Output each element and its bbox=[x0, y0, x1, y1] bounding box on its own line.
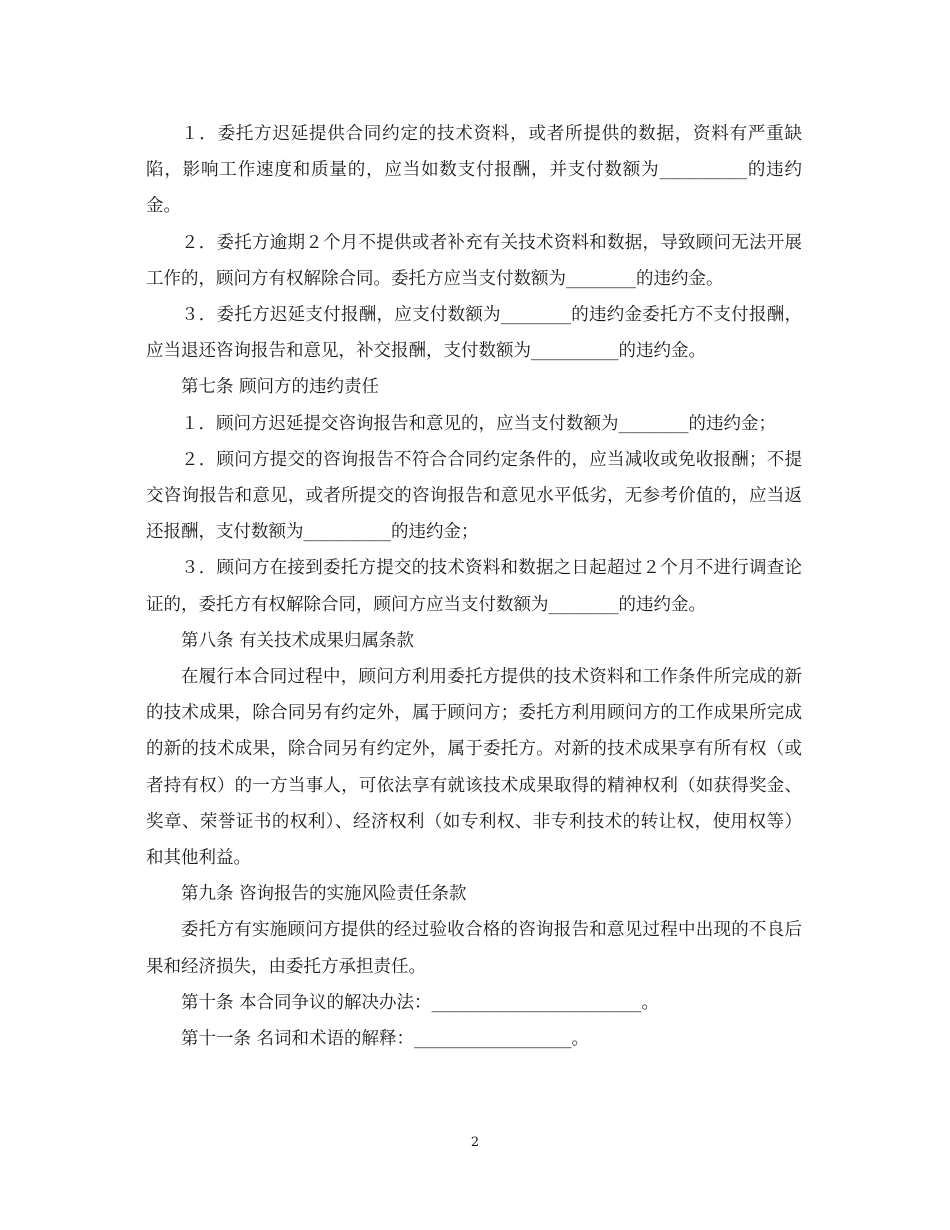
heading-article-9: 第九条 咨询报告的实施风险责任条款 bbox=[181, 884, 467, 905]
heading-article-7: 第七条 顾问方的违约责任 bbox=[181, 377, 380, 398]
paragraph-technical-results-ownership: 在履行本合同过程中，顾问方利用委托方提供的技术资料和工作条件所完成的新的技术成果，除合同另有约定外，属于顾问方；委托方利用顾问方的工作成果所完成的新的技术成果，除合同另有约定外，属于委托方。对新的技术成果享有所有权（或者持有权）的一方当事人，可依法享有就该技术成果取得的精神权利（如获得奖金、奖章、荣誉证书的权利）、经济权利（如专利权、非专利技术的转让权，使用权等）和其他利益。 bbox=[146, 667, 802, 869]
heading-article-8: 第八条 有关技术成果归属条款 bbox=[181, 630, 415, 651]
paragraph-client-overdue-two-months: ２．委托方逾期２个月不提供或者补充有关技术资料和数据，导致顾问无法开展工作的，顾问方有权解除合同。委托方应当支付数额为________的违约金。 bbox=[146, 232, 802, 289]
page-number: 2 bbox=[470, 1135, 480, 1150]
paragraph-consultant-delay-report: １．顾问方迟延提交咨询报告和意见的，应当支付数额为________的违约金； bbox=[181, 413, 776, 434]
document-body bbox=[146, 116, 802, 1057]
heading-article-11: 第十一条 名词和术语的解释：__________________。 bbox=[181, 1029, 590, 1050]
heading-article-10: 第十条 本合同争议的解决办法：________________________。 bbox=[181, 992, 660, 1013]
paragraph-client-delay-materials: １．委托方迟延提供合同约定的技术资料，或者所提供的数据，资料有严重缺陷，影响工作速度和质量的，应当如数支付报酬，并支付数额为__________的违约金。 bbox=[146, 124, 802, 217]
paragraph-consultant-report-nonconforming: ２．顾问方提交的咨询报告不符合合同约定条件的，应当减收或免收报酬；不提交咨询报告和意见，或者所提交的咨询报告和意见水平低劣，无参考价值的，应当返还报酬，支付数额为__________的违约金； bbox=[146, 449, 802, 543]
paragraph-implementation-risk: 委托方有实施顾问方提供的经过验收合格的咨询报告和意见过程中出现的不良后果和经济损失，由委托方承担责任。 bbox=[146, 920, 802, 977]
paragraph-consultant-no-investigation: ３．顾问方在接到委托方提交的技术资料和数据之日起超过２个月不进行调查论证的，委托方有权解除合同，顾问方应当支付数额为________的违约金。 bbox=[146, 558, 802, 615]
paragraph-client-delay-payment: ３．委托方迟延支付报酬，应支付数额为________的违约金委托方不支付报酬，应当退还咨询报告和意见，补交报酬，支付数额为__________的违约金。 bbox=[146, 305, 802, 362]
